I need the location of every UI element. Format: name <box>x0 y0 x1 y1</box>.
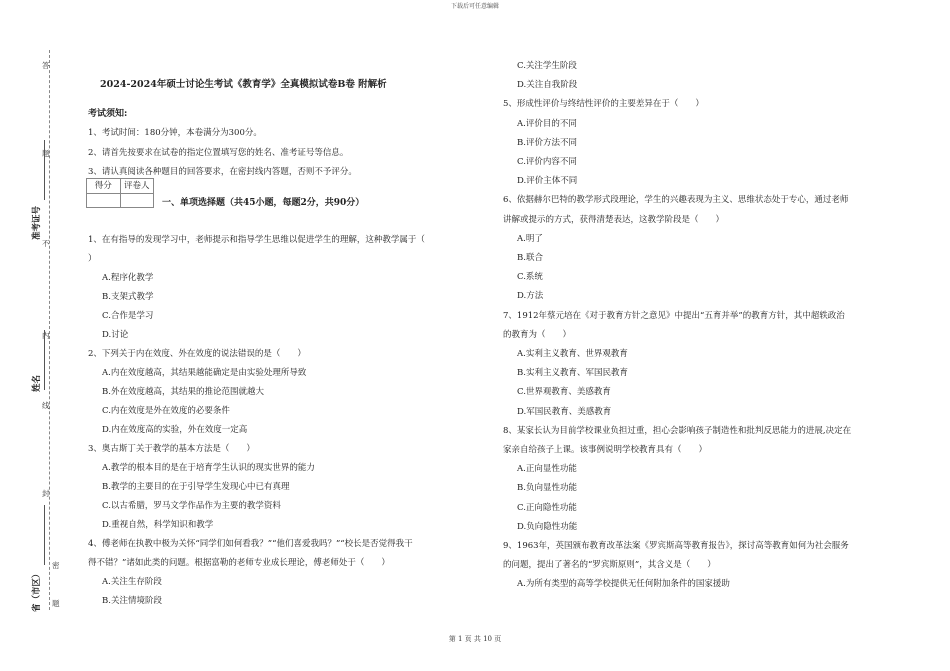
answer-option: D.方法 <box>517 291 544 302</box>
answer-option: A.教学的根本目的是在于培育学生认识的现实世界的能力 <box>102 463 315 473</box>
name-label: 姓名 <box>32 374 42 392</box>
answer-option: C.评价内容不同 <box>517 157 577 167</box>
score-box <box>86 178 154 208</box>
answer-option: D.内在效度高的实验，外在效度一定高 <box>102 425 248 435</box>
exam-id-label: 准考证号 <box>32 205 42 240</box>
answer-option: D.重视自然，科学知识和教学 <box>102 520 214 530</box>
answer-option: D.负向隐性功能 <box>517 521 578 532</box>
question-text: 的教育为（ ） <box>503 329 572 340</box>
answer-option: A.关注生存阶段 <box>102 577 162 587</box>
instruction-item: 1、考试时间：180分钟，本卷满分为300分。 <box>88 128 262 138</box>
answer-option: B.关注情境阶段 <box>102 596 162 606</box>
seal-char: 线 <box>42 401 50 410</box>
question-text: 6、依据赫尔巴特的教学形式段理论，学生的兴趣表现为主义、思维状态处于专心，通过老师 <box>503 195 849 206</box>
answer-option: B.教学的主要目的在于引导学生发现心中已有真理 <box>102 482 290 492</box>
question-text: 3、奥古斯丁关于教学的基本方法是（ ） <box>88 444 255 454</box>
name-fill-line <box>44 330 45 390</box>
question-text: 9、1963年，英国颁布教育改革法案《罗宾斯高等教育报告》，探讨高等教育如何为社会服务 <box>503 541 849 551</box>
question-text: 的问题，提出了著名的“罗宾斯原则”，其含义是（ ） <box>503 560 716 571</box>
answer-option: B.联合 <box>517 253 543 263</box>
marker-cell[interactable] <box>120 194 154 207</box>
marker-label: 评卷人 <box>120 179 154 193</box>
answer-option: C.内在效度是外在效度的必要条件 <box>102 406 230 416</box>
seal-char: 题 <box>42 149 50 158</box>
answer-option: D.讨论 <box>102 330 129 340</box>
question-text: 4、傅老师在执教中极为关怀“同学们如何看我？”“他们喜爱我吗？”“校长是否觉得我干 <box>88 539 413 549</box>
answer-option: C.合作是学习 <box>102 311 154 321</box>
page-footer: 第 1 页 共 10 页 <box>448 635 502 643</box>
answer-option: A.明了 <box>517 233 543 244</box>
right-question-column <box>503 59 923 619</box>
left-question-column <box>88 233 488 623</box>
answer-option: D.关注自我阶段 <box>517 80 578 91</box>
answer-option: B.负向显性功能 <box>517 483 577 494</box>
exam-title: 2024-2024年硕士讨论生考试《教育学》全真模拟试卷B卷 附解析 <box>100 79 387 90</box>
answer-option: A.正向显性功能 <box>517 464 577 475</box>
answer-option: C.以古希腊，罗马文学作品作为主要的教学资料 <box>102 501 281 511</box>
answer-option: B.评价方法不同 <box>517 137 577 148</box>
answer-option: A.实利主义教育、世界观教育 <box>517 349 628 359</box>
province-label: 省（市区） <box>32 569 42 612</box>
question-text: 讲解或提示的方式，获得清楚表达，这教学阶段是（ ） <box>503 214 725 225</box>
answer-option: A.程序化教学 <box>102 273 154 283</box>
answer-option: C.世界观教育、美感教育 <box>517 387 611 398</box>
question-text: 2、下列关于内在效度、外在效度的说法错误的是（ ） <box>88 349 306 359</box>
answer-option: D.军国民教育、美感教育 <box>517 406 612 417</box>
section-title: 一、单项选择题（共45小题，每题2分，共90分） <box>162 198 365 208</box>
instructions-heading: 考试须知: <box>88 109 128 119</box>
score-label: 得分 <box>94 181 112 191</box>
instruction-item: 2、请首先按要求在试卷的指定位置填写您的姓名、准考证号等信息。 <box>88 148 349 158</box>
question-text: 家亲自给孩子上课。该事例说明学校教育具有（ ） <box>503 445 708 455</box>
province-fill-line <box>44 505 45 565</box>
answer-option: A.内在效度越高，其结果越能确定是由实验处理所导致 <box>102 368 307 378</box>
question-text: 5、形成性评价与终结性评价的主要差异在于（ ） <box>503 99 704 110</box>
seal-char: 题 <box>52 599 60 608</box>
answer-option: D.评价主体不同 <box>517 176 578 187</box>
seal-char: 密 <box>52 561 60 570</box>
answer-option: B.外在效度越高，其结果的推论范围就越大 <box>102 387 264 397</box>
answer-option: C.关注学生阶段 <box>517 61 577 71</box>
seal-char: 不 <box>42 239 50 248</box>
instruction-item: 3、请认真阅读各种题目的回答要求，在密封线内答题，否则不予评分。 <box>88 167 357 177</box>
header-note: 下载后可任意编辑 <box>450 3 499 10</box>
question-text: 1、在有指导的发现学习中，老师提示和指导学生思维以促进学生的理解，这种教学属于（ <box>88 235 425 245</box>
score-cell[interactable] <box>87 194 120 207</box>
answer-option: B.实利主义教育、军国民教育 <box>517 368 628 379</box>
exam-id-fill-line <box>44 140 45 200</box>
seal-char: 内 <box>42 331 50 340</box>
seal-char: 答 <box>42 61 50 70</box>
question-text: 得不错？”诸如此类的问题。根据富勒的老师专业成长理论，傅老师处于（ ） <box>88 558 390 568</box>
answer-option: A.为所有类型的高等学校提供无任何附加条件的国家援助 <box>517 579 730 590</box>
answer-option: A.评价目的不同 <box>517 118 577 129</box>
question-text: ） <box>88 254 97 264</box>
answer-option: C.正向隐性功能 <box>517 502 577 513</box>
question-text: 8、某家长认为目前学校课业负担过重，担心会影响孩子制造性和批判反思能力的进展,决定在 <box>503 425 852 436</box>
answer-option: C.系统 <box>517 272 543 283</box>
seal-char: 封 <box>42 489 50 498</box>
answer-option: B.支架式教学 <box>102 292 154 302</box>
question-text: 7、1912年蔡元培在《对于教育方针之意见》中提出“五育并举”的教育方针，其中超轶政治 <box>503 310 845 321</box>
